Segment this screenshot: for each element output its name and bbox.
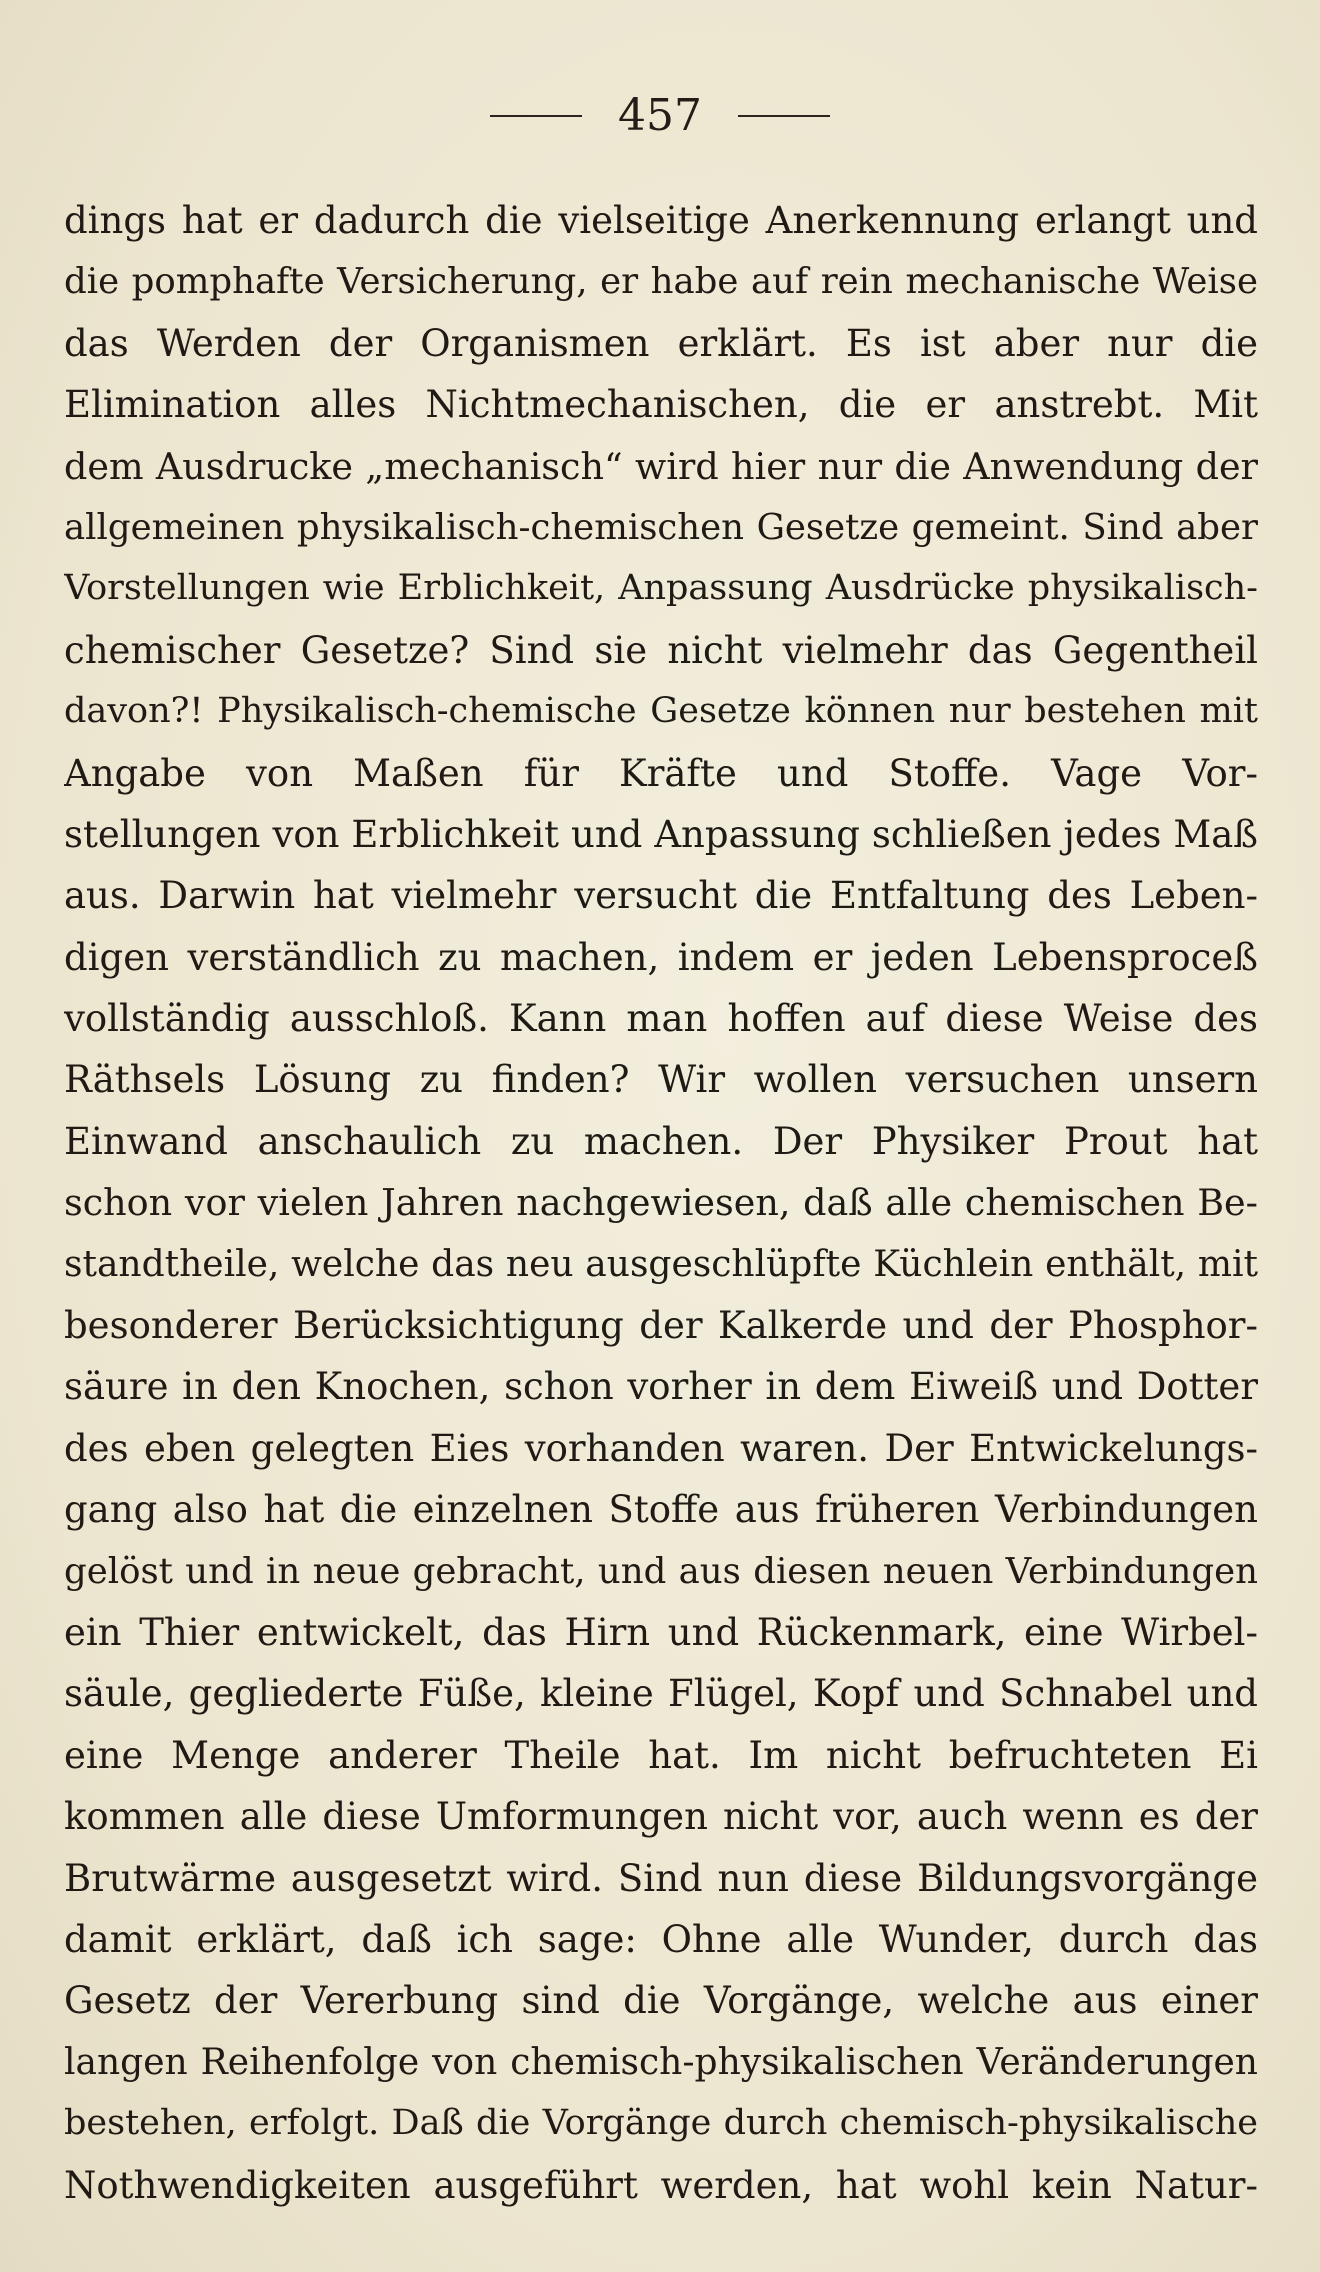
text-line: chemischer Gesetze? Sind sie nicht vielmehr das Gegentheil xyxy=(64,628,1258,672)
text-line: gang also hat die einzelnen Stoffe aus früheren Verbindungen xyxy=(64,1488,1258,1532)
header-rule-left xyxy=(490,115,582,117)
text-line: bestehen, erfolgt. Daß die Vorgänge durch chemisch-physikalische xyxy=(64,2103,1258,2144)
text-line: Einwand anschaulich zu machen. Der Physiker Prout hat xyxy=(64,1119,1258,1163)
text-line: standtheile, welche das neu ausgeschlüpfte Küchlein enthält, mit xyxy=(64,1243,1258,1285)
page-header xyxy=(0,86,1320,146)
text-line: langen Reihenfolge von chemisch-physikalischen Veränderungen xyxy=(64,2041,1258,2083)
text-line: ein Thier entwickelt, das Hirn und Rückenmark, eine Wirbel- xyxy=(64,1610,1258,1654)
text-line: Gesetz der Vererbung sind die Vorgänge, welche aus einer xyxy=(64,1979,1258,2023)
text-line: digen verständlich zu machen, indem er jeden Lebensproceß xyxy=(64,935,1258,979)
text-line: aus. Darwin hat vielmehr versucht die Entfaltung des Leben- xyxy=(64,874,1258,918)
text-line: besonderer Berücksichtigung der Kalkerde und der Phosphor- xyxy=(64,1304,1258,1348)
text-line: eine Menge anderer Theile hat. Im nicht befruchteten Ei xyxy=(64,1733,1258,1777)
page-number: 457 xyxy=(618,90,702,141)
text-line: Räthsels Lösung zu finden? Wir wollen versuchen unsern xyxy=(64,1058,1258,1102)
text-line: die pomphafte Versicherung, er habe auf rein mechanische Weise xyxy=(64,261,1258,303)
text-line: vollständig ausschloß. Kann man hoffen auf diese Weise des xyxy=(64,997,1258,1041)
text-line: allgemeinen physikalisch-chemischen Gesetze gemeint. Sind aber xyxy=(64,506,1258,548)
text-line: schon vor vielen Jahren nachgewiesen, daß alle chemischen Be- xyxy=(64,1181,1258,1225)
text-line: damit erklärt, daß ich sage: Ohne alle Wunder, durch das xyxy=(64,1917,1258,1961)
header-rule-right xyxy=(738,115,830,117)
text-line: säule, gegliederte Füße, kleine Flügel, Kopf und Schnabel und xyxy=(64,1672,1258,1716)
text-line: säure in den Knochen, schon vorher in dem Eiweiß und Dotter xyxy=(64,1365,1258,1409)
text-line: das Werden der Organismen erklärt. Es ist aber nur die xyxy=(64,321,1258,365)
text-line: kommen alle diese Umformungen nicht vor, auch wenn es der xyxy=(64,1795,1258,1839)
text-line: davon?! Physikalisch-chemische Gesetze können nur bestehen mit xyxy=(64,691,1258,732)
text-line: dings hat er dadurch die vielseitige Anerkennung erlangt und xyxy=(64,199,1258,242)
text-line: Vorstellungen wie Erblichkeit, Anpassung Ausdrücke physikalisch- xyxy=(64,568,1258,609)
text-line: Elimination alles Nichtmechanischen, die er anstrebt. Mit xyxy=(64,383,1258,427)
body-text xyxy=(64,190,1258,2216)
text-line: Angabe von Maßen für Kräfte und Stoffe. Vage Vor- xyxy=(64,751,1258,795)
text-line: Brutwärme ausgesetzt wird. Sind nun diese Bildungsvorgänge xyxy=(64,1856,1258,1900)
text-line: gelöst und in neue gebracht, und aus diesen neuen Verbindungen xyxy=(64,1550,1258,1592)
text-line: stellungen von Erblichkeit und Anpassung schließen jedes Maß xyxy=(64,812,1258,856)
text-line: Nothwendigkeiten ausgeführt werden, hat wohl kein Natur- xyxy=(64,2163,1258,2207)
text-line: des eben gelegten Eies vorhanden waren. Der Entwickelungs- xyxy=(64,1426,1258,1470)
text-line: dem Ausdrucke „mechanisch“ wird hier nur die Anwendung der xyxy=(64,444,1258,488)
